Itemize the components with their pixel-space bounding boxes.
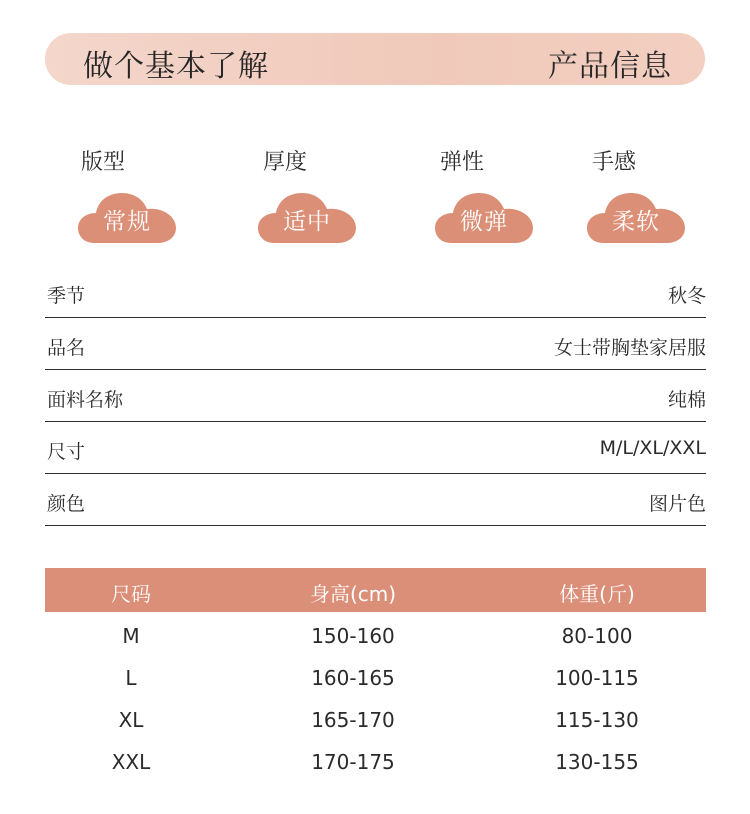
banner-right-title: 产品信息 bbox=[548, 49, 672, 84]
attribute-title: 手感 bbox=[592, 150, 637, 175]
info-value: 纯棉 bbox=[667, 389, 706, 411]
banner bbox=[45, 33, 705, 85]
table-row bbox=[45, 654, 706, 696]
info-label: 品名 bbox=[47, 337, 86, 359]
attribute-value: 常规 bbox=[103, 209, 151, 235]
attribute-value: 微弹 bbox=[460, 209, 508, 235]
header-weight: 体重(斤) bbox=[559, 582, 635, 606]
info-row-color bbox=[45, 474, 706, 526]
size-table-header bbox=[45, 568, 706, 612]
cell-weight: 100-115 bbox=[555, 666, 639, 690]
attribute-title: 厚度 bbox=[263, 150, 308, 175]
cloud-badge bbox=[587, 183, 685, 245]
cell-height: 165-170 bbox=[311, 708, 395, 732]
attribute-value: 适中 bbox=[283, 209, 331, 235]
info-value: 图片色 bbox=[648, 493, 706, 515]
cloud-badge bbox=[258, 183, 356, 245]
info-value: 女士带胸垫家居服 bbox=[553, 337, 706, 359]
cell-height: 170-175 bbox=[311, 750, 395, 774]
cell-height: 160-165 bbox=[311, 666, 395, 690]
banner-left-title: 做个基本了解 bbox=[83, 49, 269, 84]
header-height: 身高(cm) bbox=[309, 582, 397, 606]
info-value: M/L/XL/XXL bbox=[599, 437, 706, 459]
table-row bbox=[45, 696, 706, 738]
attribute-value: 柔软 bbox=[612, 209, 660, 235]
attribute-title: 版型 bbox=[81, 150, 126, 175]
header-size: 尺码 bbox=[111, 582, 151, 606]
info-label: 尺寸 bbox=[47, 441, 86, 463]
info-row-product-name bbox=[45, 318, 706, 370]
info-label: 面料名称 bbox=[47, 389, 124, 411]
cell-weight: 80-100 bbox=[561, 624, 633, 648]
cell-weight: 115-130 bbox=[555, 708, 639, 732]
cell-height: 150-160 bbox=[311, 624, 395, 648]
cell-size: XXL bbox=[111, 750, 151, 774]
info-value: 秋冬 bbox=[667, 285, 706, 307]
table-row bbox=[45, 612, 706, 654]
info-label: 季节 bbox=[47, 285, 86, 307]
attribute-hand-feel bbox=[587, 145, 707, 250]
size-table bbox=[45, 568, 706, 780]
attribute-elasticity bbox=[435, 145, 555, 250]
attribute-title: 弹性 bbox=[440, 150, 485, 175]
cell-weight: 130-155 bbox=[555, 750, 639, 774]
cell-size: L bbox=[125, 666, 137, 690]
cell-size: XL bbox=[118, 708, 144, 732]
attribute-fit bbox=[78, 145, 198, 250]
attribute-thickness bbox=[258, 145, 378, 250]
cell-size: M bbox=[122, 624, 140, 648]
cloud-badge bbox=[78, 183, 176, 245]
cloud-badge bbox=[435, 183, 533, 245]
info-label: 颜色 bbox=[47, 493, 86, 515]
table-row bbox=[45, 738, 706, 780]
info-row-fabric bbox=[45, 370, 706, 422]
info-row-size bbox=[45, 422, 706, 474]
info-row-season bbox=[45, 266, 706, 318]
